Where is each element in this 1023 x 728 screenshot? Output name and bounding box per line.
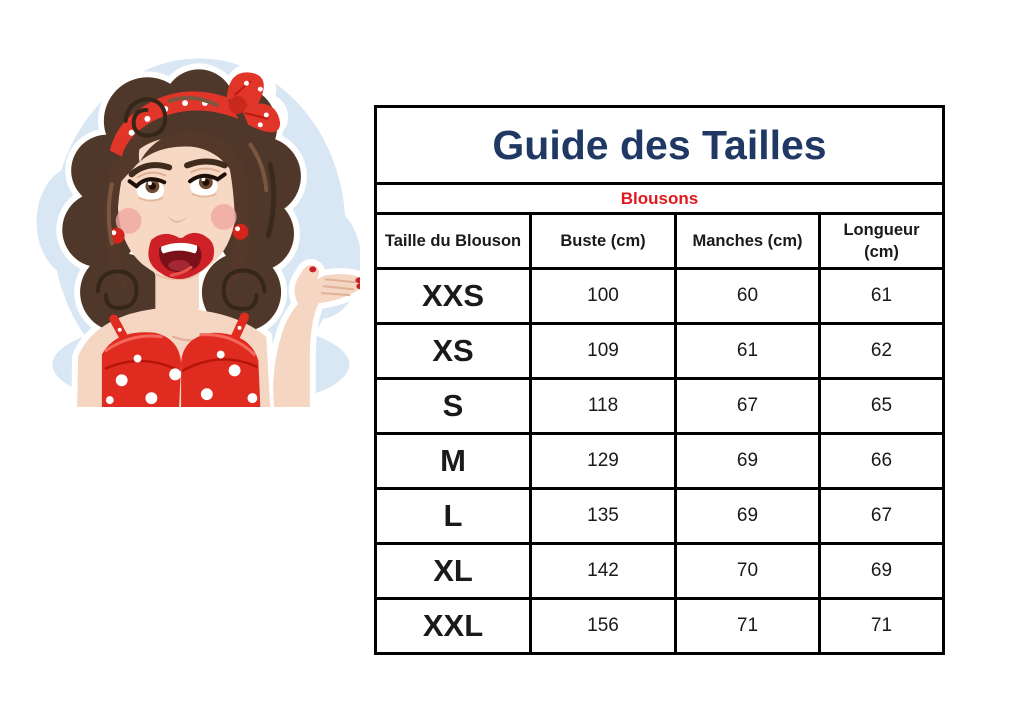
blush-right [211, 204, 237, 230]
manches-value: 70 [676, 544, 820, 599]
table-row-m [376, 434, 944, 489]
buste-value: 118 [531, 379, 676, 434]
buste-value: 135 [531, 489, 676, 544]
buste-value: 129 [531, 434, 676, 489]
size-label: S [376, 379, 531, 434]
table-row-xs [376, 324, 944, 379]
longueur-value: 66 [820, 434, 944, 489]
longueur-value: 65 [820, 379, 944, 434]
table-title-row [376, 107, 944, 184]
category-label: Blousons [376, 184, 944, 214]
longueur-value: 62 [820, 324, 944, 379]
column-header-taille: Taille du Blouson [376, 214, 531, 269]
buste-value: 142 [531, 544, 676, 599]
table-header-row [376, 214, 944, 269]
manches-value: 69 [676, 434, 820, 489]
column-header-manches: Manches (cm) [676, 214, 820, 269]
longueur-value: 71 [820, 599, 944, 654]
longueur-value: 67 [820, 489, 944, 544]
buste-value: 156 [531, 599, 676, 654]
size-label: XXL [376, 599, 531, 654]
table-row-xl [376, 544, 944, 599]
size-guide-table [374, 105, 945, 655]
manches-value: 61 [676, 324, 820, 379]
longueur-value: 61 [820, 269, 944, 324]
table-row-l [376, 489, 944, 544]
column-header-buste: Buste (cm) [531, 214, 676, 269]
size-label: XS [376, 324, 531, 379]
manches-value: 71 [676, 599, 820, 654]
table-row-s [376, 379, 944, 434]
buste-value: 100 [531, 269, 676, 324]
manches-value: 60 [676, 269, 820, 324]
size-label: XL [376, 544, 531, 599]
table-row-xxl [376, 599, 944, 654]
size-label: L [376, 489, 531, 544]
table-category-row [376, 184, 944, 214]
table-row-xxs [376, 269, 944, 324]
pinup-woman-illustration [22, 6, 360, 412]
page-title: Guide des Tailles [376, 107, 944, 184]
manches-value: 69 [676, 489, 820, 544]
bandana-knot [229, 96, 247, 114]
buste-value: 109 [531, 324, 676, 379]
longueur-value: 69 [820, 544, 944, 599]
column-header-longueur: Longueur (cm) [820, 214, 944, 269]
manches-value: 67 [676, 379, 820, 434]
size-label: M [376, 434, 531, 489]
size-label: XXS [376, 269, 531, 324]
